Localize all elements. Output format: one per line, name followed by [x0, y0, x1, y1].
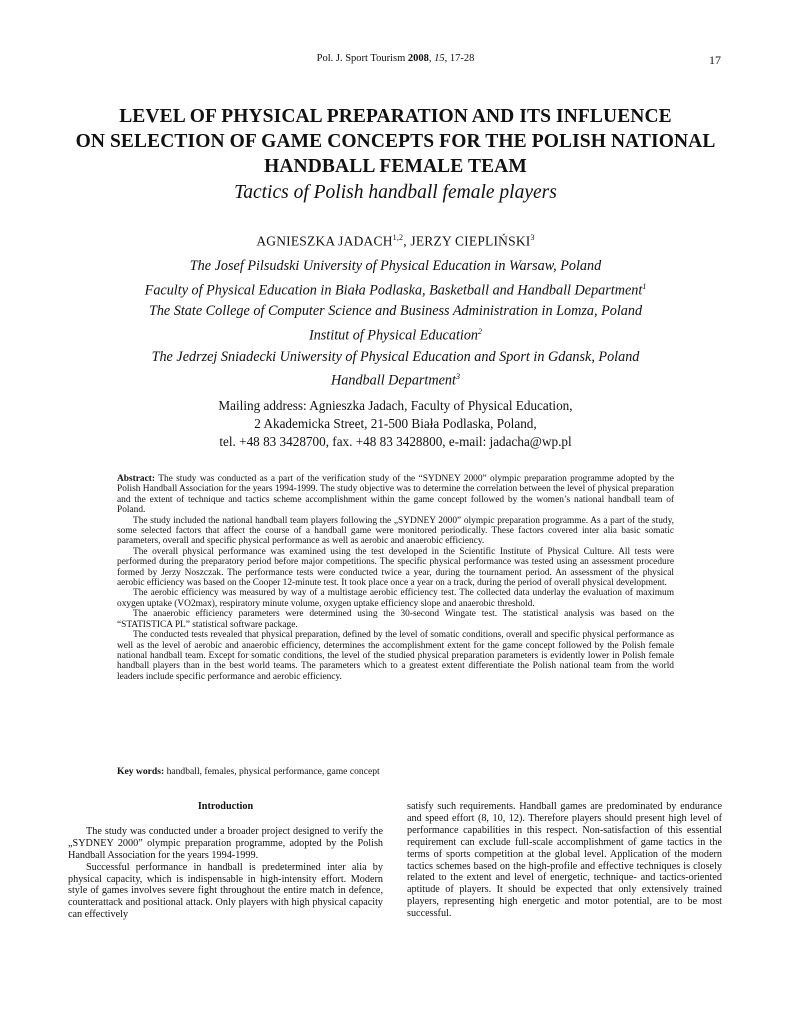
- mailing-line: 2 Akademicka Street, 21-500 Biała Podlaska, Poland,: [254, 416, 537, 432]
- affiliation-line: The Josef Pilsudski University of Physical Education in Warsaw, Poland: [189, 258, 602, 274]
- body-column-right: [407, 801, 722, 920]
- journal-pages: , 17-28: [444, 53, 475, 64]
- title-line: LEVEL OF PHYSICAL PREPARATION AND ITS INFLUENCE: [119, 106, 672, 127]
- abstract: [117, 474, 674, 682]
- affiliation-line: The State College of Computer Science and Business Administration in Lomza, Poland: [148, 303, 643, 320]
- author-affiliation-marker: 1,2: [392, 233, 404, 242]
- abstract-paragraph: The study included the national handball team players following the „SYDNEY 2000” olympic preparation programme. As a part of the study, some selected factors that affect the course of a handball game were monitored periodically. These factors covered inter alia basic somatic parameters, overall and specific physical performance as well as aerobic and anaerobic efficiency.: [117, 515, 674, 547]
- abstract-paragraph: The overall physical performance was examined using the test developed in the Scientific Institute of Physical Culture. All tests were performed during the preparatory period before major competitions. The specific physical performance was tested using an assessment procedure formed by Jerzy Noszczak. The performance tests were conducted twice a year, during the tournament period. An assessment of the physical aerobic efficiency was based on the Cooper 12-minute test. It took place once a year on a track, during the period of overall physical development.: [117, 546, 674, 589]
- abstract-paragraph: The aerobic efficiency was measured by way of a multistage aerobic efficiency test. The collected data underlay the evaluation of maximum oxygen uptake (VO2max), respiratory minute volume, oxygen uptake efficiency slope and anaerobic threshold.: [117, 588, 674, 609]
- abstract-paragraph: The anaerobic efficiency parameters were determined using the 30-second Wingate test. The statistical analysis was based on the “STATISTICA PL” statistical software package.: [117, 609, 674, 630]
- section-heading: Introduction: [197, 801, 254, 812]
- affiliation-line: Faculty of Physical Education in Biała Podlaska, Basketball and Handball Department$^1$: [144, 281, 647, 299]
- page-number: 17: [709, 53, 721, 67]
- mailing-line: tel. +48 83 3428700, fax. +48 83 3428800, e-mail: jadacha@wp.pl: [219, 434, 572, 450]
- affiliation-line: Institut of Physical Education$^2$: [308, 327, 483, 344]
- paper-subtitle: Tactics of Polish handball female players: [234, 182, 557, 203]
- author-name: AGNIESZKA JADACH: [256, 233, 393, 249]
- journal-name: Pol. J. Sport Tourism: [316, 53, 408, 64]
- affiliation-line: Handball Department$^3$: [331, 372, 460, 390]
- body-paragraph: satisfy such requirements. Handball games are predominated by endurance and speed effort (8, 10, 12). Therefore players should present high level of performance capabilities in this respect. Non-satisfaction of this essential requirement can exclude full-scale accomplishment of game tactics in the terms of sports competition at the global level. Application of the modern tactics schemes based on the high-profile and effective techniques is closely related to the extent and level of energetic, technique- and tactics-oriented aptitude of players. It should be expected that only extensively trained players, representing high energetic and motor potential, are to be most successful.: [407, 801, 722, 920]
- author-name: JERZY CIEPLIŃSKI: [410, 233, 531, 249]
- abstract-paragraph: Abstract: The study was conducted as a part of the verification study of the “SYDNEY 2000” olympic preparation programme adopted by the Polish Handball Association for the years 1994-1999. The study objective was to determine the correlation between the level of physical preparation and the extent of technique and tactics scheme accomplishment within the game concept followed by the women’s national handball team of Poland.: [117, 474, 674, 516]
- abstract-label: Abstract:: [117, 474, 156, 484]
- affiliations: [40, 256, 751, 392]
- author-affiliation-marker: 3: [530, 233, 535, 242]
- journal-volume: 15: [434, 53, 445, 64]
- keywords-label: Key words:: [117, 766, 165, 777]
- body-paragraph: Successful performance in handball is predetermined inter alia by physical capacity, which is indispensable in high-intensity effort. Modern style of games involves severe fight throughout the entire match in defence, counterattack and positional attack. Only players with high physical capacity can effectively: [68, 861, 383, 921]
- abstract-paragraph: The conducted tests revealed that physical preparation, defined by the level of somatic conditions, overall and specific physical performance as well as the level of aerobic and anaerobic efficiency, determines the accomplishment extent for the game concept followed by the Polish female national handball team. Except for somatic conditions, the level of the studied physical preparation parameters is evidently lower in Polish female handball players than in the best world teams. The parameters which to a greatest extent differentiate the Polish national team from the world leaders include specific performance and aerobic efficiency.: [117, 630, 674, 682]
- body-paragraph: The study was conducted under a broader project designed to verify the „SYDNEY 2000” olympic preparation programme, adopted by the Polish Handball Association for the years 1994-1999.: [68, 825, 383, 861]
- running-head: Pol. J. Sport Tourism 2008, 15, 17-28: [316, 53, 475, 64]
- mailing-address: [0, 397, 791, 452]
- paper-title: [60, 104, 731, 179]
- journal-year: 2008: [407, 53, 429, 64]
- affiliation-line: The Jedrzej Sniadecki Uniwersity of Physical Education and Sport in Gdansk, Poland: [151, 348, 640, 365]
- mailing-line: Mailing address: Agnieszka Jadach, Faculty of Physical Education,: [218, 398, 573, 413]
- title-line: ON SELECTION OF GAME CONCEPTS FOR THE POLISH NATIONAL: [75, 131, 716, 152]
- title-line: HANDBALL FEMALE TEAM: [264, 156, 527, 177]
- body-column-left: [68, 801, 383, 921]
- author-list: AGNIESZKA JADACH$^{1,2}$, JERZY CIEPLIŃSKI$^3$: [256, 233, 535, 249]
- keywords-text: handball, females, physical performance, game concept: [164, 766, 380, 777]
- keywords: [117, 766, 674, 777]
